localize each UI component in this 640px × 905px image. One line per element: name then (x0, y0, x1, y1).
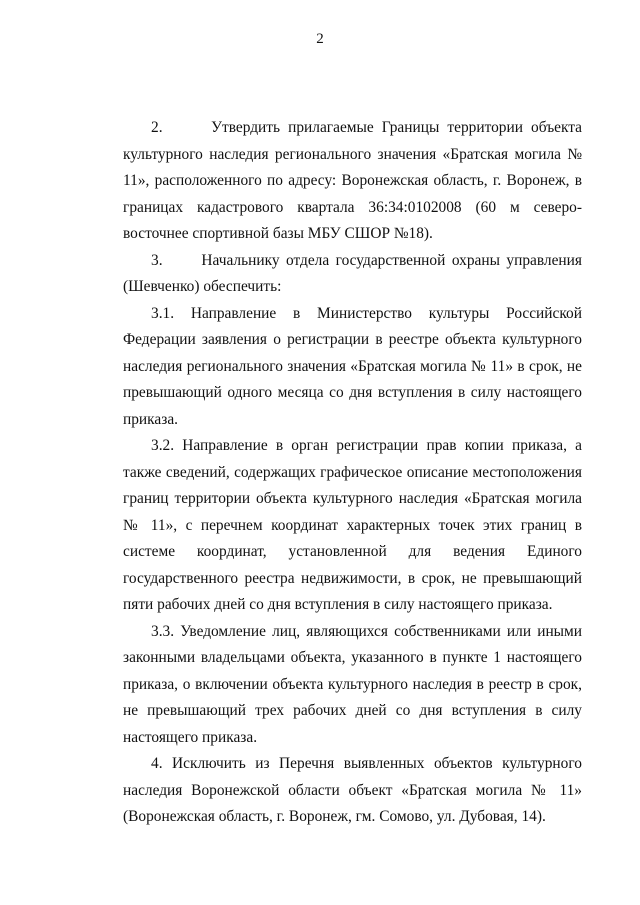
paragraph-3-2-registration-authority: 3.2. Направление в орган регистрации прав копии приказа, а также сведений, содержащих графическое описание местоположения границ территории объекта культурного наследия «Братская могила № 11», с перечнем координат характерных точек этих границ в системе координат, установленной для ведения Единого государственного реестра недвижимости, в срок, не превышающий пяти рабочих дней со дня вступления в силу настоящего приказа. (123, 437, 582, 613)
page-number: 2 (316, 31, 324, 47)
paragraph-3-head-of-department: 3. Начальнику отдела государственной охраны управления (Шевченко) обеспечить: (123, 251, 582, 295)
document-body (123, 115, 582, 831)
paragraph-2-approve-boundaries: 2. Утвердить прилагаемые Границы территории объекта культурного наследия регионального значения «Братская могила № 11», расположенного по адресу: Воронежская область, г. Воронеж, в границах кадастрового квартала 36:34:0102008 (60 м северо-восточнее спортивной базы МБУ СШОР №18). (123, 119, 582, 242)
paragraph-3-3-owner-notification: 3.3. Уведомление лиц, являющихся собственниками или иными законными владельцами объекта, указанного в пункте 1 настоящего приказа, о включении объекта культурного наследия в реестр в срок, не превышающий трех рабочих дней со дня вступления в силу настоящего приказа. (123, 622, 582, 746)
paragraph-3-1-ministry-notice: 3.1. Направление в Министерство культуры Российской Федерации заявления о регистрации в реестре объекта культурного наследия регионального значения «Братская могила № 11» в срок, не превышающий одного месяца со дня вступления в силу настоящего приказа. (123, 304, 582, 428)
paragraph-4-exclude-from-list: 4. Исключить из Перечня выявленных объектов культурного наследия Воронежской области объект «Братская могила № 11» (Воронежская область, г. Воронеж, гм. Сомово, ул. Дубовая, 14). (123, 755, 582, 825)
